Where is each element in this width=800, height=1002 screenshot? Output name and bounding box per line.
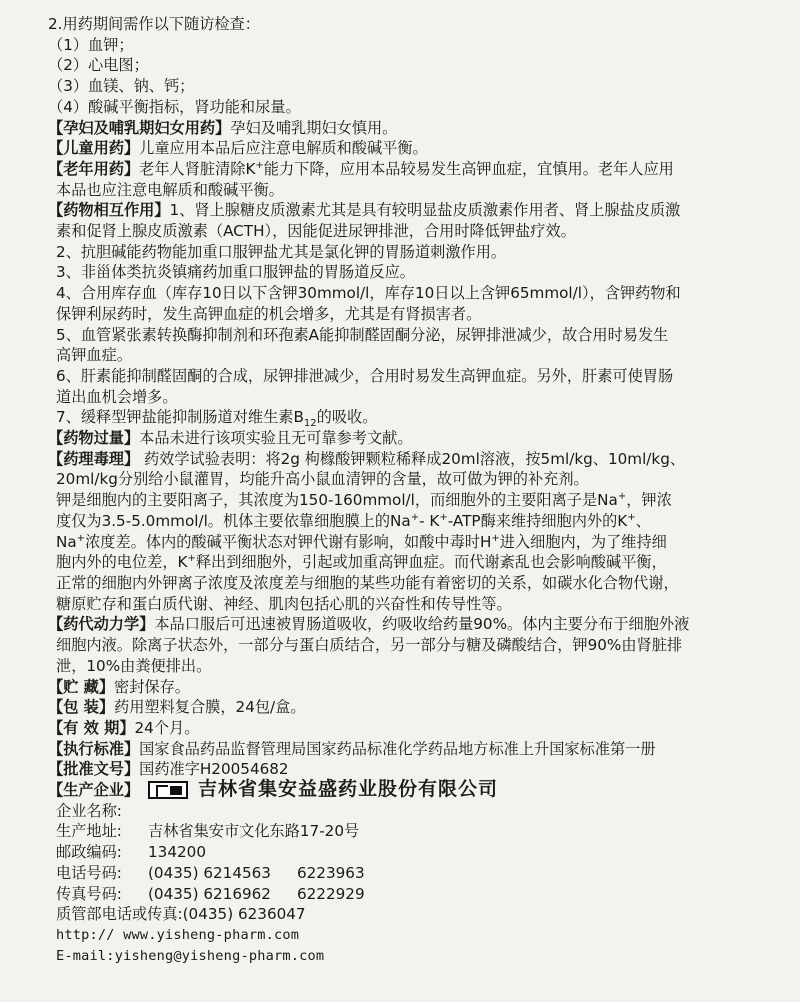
section-text: 1、肾上腺糖皮质激素尤其是具有较明显盐皮质激素作用者、肾上腺盐皮质激 [169,201,681,220]
website-link[interactable]: http:// www.yisheng-pharm.com [56,926,300,943]
section-text: 密封保存。 [114,677,190,696]
info-label: 生产地址: [56,822,122,841]
superscript: + [617,491,627,503]
followup-item: （3）血镁、钠、钙； [48,77,195,96]
section-text: 正常的细胞内外钾离子浓度及浓度差与细胞的某些功能有着密切的关系，如碳水化合物代谢， [56,573,679,592]
followup-item: （2）心电图； [48,56,149,75]
fax-value: (0435) 6216962 [148,884,271,903]
section-text: 本品未进行该项实验且无可靠参考文献。 [139,429,413,448]
fax-value: 6222929 [296,884,365,903]
pregnancy-section [48,118,758,139]
section-text: 国药准字H20054682 [139,760,289,779]
fax-row [48,884,758,905]
section-text: 药效学试验表明：将2g 枸橼酸钾颗粒稀释成20ml溶液，按5ml/kg、10ml/kg、 [139,449,686,468]
phone-value: (0435) 6214563 [148,863,271,882]
postcode-row [48,842,758,863]
section-tag: 【儿童用药】 [48,139,140,158]
superscript: + [187,553,196,565]
children-section [48,138,758,159]
superscript: + [410,511,420,523]
section-text: 的吸收。 [316,408,378,427]
section-text: 老年人肾脏清除K [139,159,256,178]
section-text: 道出血机会增多。 [56,387,178,406]
info-label: 邮政编码: [56,843,122,862]
superscript: + [627,511,636,523]
section-text: 钾是细胞内的主要阳离子，其浓度为150-160mmol/l，而细胞外的主要阳离子是Na [56,491,618,510]
section-tag: 【生产企业】 [48,781,140,800]
section-tag: 【包 装】 [48,698,115,717]
section-tag: 【药代动力学】 [48,615,155,634]
section-text: 素和促肾上腺皮质激素（ACTH），因能促进尿钾排泄，合用时降低钾盐疗效。 [56,222,576,241]
section-text: 胞内外的电位差，K [56,553,188,572]
superscript: + [76,532,86,544]
phone-row [48,863,758,884]
section-text: 、 [635,511,651,530]
interactions-section [48,200,758,428]
followup-heading: 2.用药期间需作以下随访检查： [48,15,260,33]
manufacturer-section [48,780,758,966]
section-text: Na [56,532,77,551]
section-tag: 【有 效 期】 [48,718,135,737]
superscript: + [255,159,264,171]
phone-value: 6223963 [296,863,365,882]
elderly-section [48,159,758,200]
section-text: 24个月。 [134,718,200,737]
section-text: 高钾血症。 [56,346,132,365]
address-row [48,821,758,842]
address-value: 吉林省集安市文化东路17-20号 [148,822,360,841]
section-text: 释出到细胞外，引起或加重高钾血症。而代谢紊乱也会影响酸碱平衡， [195,553,667,572]
section-text: 本品口服后可迅速被胃肠道吸收，约吸收给药量90%。体内主要分布于细胞外液 [154,615,690,634]
section-text: 泄，10%由粪便排出。 [56,656,212,675]
company-logo-icon [148,781,188,799]
info-label: 电话号码: [56,863,122,882]
superscript: + [439,511,448,523]
followup-item: （1）血钾； [48,35,134,54]
section-text: 进入细胞内，为了维持细 [499,532,667,551]
section-text: 药用塑料复合膜，24包/盒。 [114,698,306,717]
section-text: 6、肝素能抑制醛固酮的合成，尿钾排泄减少，合用时易发生高钾血症。另外，肝素可使胃肠 [56,366,674,385]
info-label: 质管部电话或传真: [56,905,183,924]
company-logo-row [48,779,758,801]
section-text: 能力下降，应用本品较易发生高钾血症，宜慎用。老年人应用 [263,159,674,178]
section-tag: 【药物过量】 [48,429,140,448]
section-text: 保钾利尿药时，发生高钾血症的机会增多，尤其是有肾损害者。 [56,304,482,323]
section-text: 4、合用库存血（库存10日以下含钾30mmol/l，库存10日以上含钾65mmol/l），含钾药物和 [56,284,681,303]
overdose-section [48,428,758,449]
section-tag: 【药理毒理】 [48,449,140,468]
info-label: 传真号码: [56,884,122,903]
toxicology-section [48,449,758,615]
section-text: 浓度差。体内的酸碱平衡状态对钾代谢有影响，如酸中毒时H [85,532,492,551]
section-tag: 【执行标准】 [48,739,140,758]
section-text: 7、缓释型钾盐能抑制肠道对维生素B [56,408,304,427]
section-text: 儿童应用本品后应注意电解质和酸碱平衡。 [139,139,428,158]
company-name: 吉林省集安益盛药业股份有限公司 [198,778,499,801]
section-text: 5、血管紧张素转换酶抑制剂和环孢素A能抑制醛固酮分泌，尿钾排泄减少，故合用时易发生 [56,325,669,344]
subscript: 12 [303,418,317,429]
postcode-value: 134200 [148,843,206,862]
section-text: 20ml/kg分别给小鼠灌胃，均能升高小鼠血清钾的含量，故可做为钾的补充剂。 [56,470,589,489]
company-label: 企业名称: [56,801,122,820]
section-tag: 【孕妇及哺乳期妇女用药】 [48,118,231,137]
email-link[interactable]: E-mail:yisheng@yisheng-pharm.com [56,947,325,964]
section-text: 本品也应注意电解质和酸碱平衡。 [56,180,284,199]
section-text: 糖原贮存和蛋白质代谢、神经、肌肉包括心肌的兴奋性和传导性等。 [56,594,512,613]
section-text: -ATP酶来维持细胞内外的K [447,511,628,530]
standard-section [48,739,758,760]
section-tag: 【贮 藏】 [48,677,115,696]
section-text: 国家食品药品监督管理局国家药品标准化学药品地方标准上升国家标准第一册 [139,739,656,758]
section-text: 2、抗胆碱能药物能加重口服钾盐尤其是氯化钾的胃肠道刺激作用。 [56,242,507,261]
section-text: ，钾浓 [626,491,672,510]
qm-value: (0435) 6236047 [182,905,306,924]
package-section [48,697,758,718]
section-tag: 【批准文号】 [48,760,140,779]
qm-row [48,904,758,925]
section-text: 细胞内液。除离子状态外，一部分与蛋白质结合，另一部分与糖及磷酸结合，钾90%由肾脏排 [56,636,683,655]
section-text: 孕妇及哺乳期妇女慎用。 [230,118,398,137]
pharmacokinetics-section [48,614,758,676]
section-tag: 【老年用药】 [48,159,140,178]
section-text: - K [419,511,440,530]
section-tag: 【药物相互作用】 [48,201,170,220]
section-text: 3、非甾体类抗炎镇痛药加重口服钾盐的胃肠道反应。 [56,263,415,282]
storage-section [48,677,758,698]
section-text: 度仅为3.5-5.0mmol/l。机体主要依靠细胞膜上的Na [56,511,411,530]
approval-section [48,759,758,780]
validity-section [48,718,758,739]
followup-item: （4）酸碱平衡指标，肾功能和尿量。 [48,97,301,116]
superscript: + [491,532,500,544]
